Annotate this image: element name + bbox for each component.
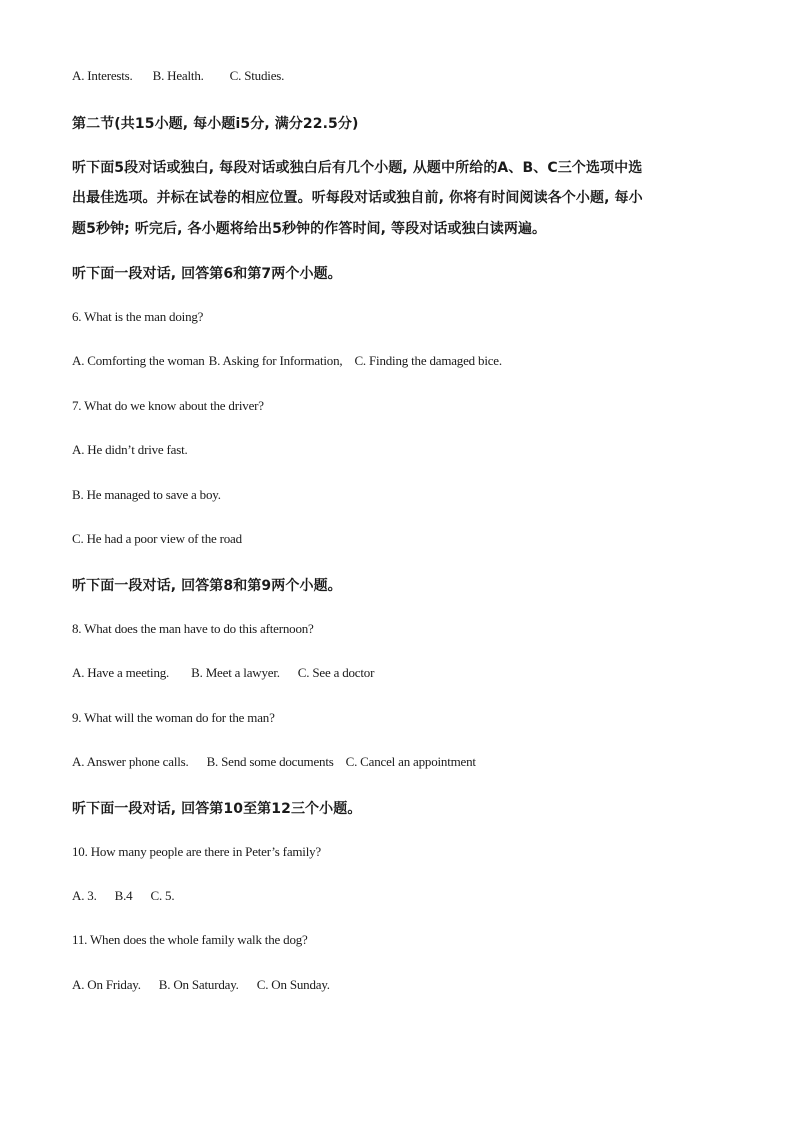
question-7-option-b: B. He managed to save a boy. — [72, 487, 221, 502]
option-a: A. Answer phone calls. — [72, 754, 189, 769]
option-b: B. Meet a lawyer. — [191, 665, 280, 680]
question-9-options — [72, 754, 732, 770]
question-10-options — [72, 888, 732, 904]
instructions-line-2: 出最佳选项。并标在试卷的相应位置。听每段对话或独自前, 你将有时间阅读各个小题, 每小 — [72, 190, 643, 206]
group-heading: 听下面一段对话, 回答第10至第12三个小题。 — [72, 801, 362, 817]
section-header: 第二节(共15小题, 每小题i5分, 满分22.5分) — [72, 116, 359, 132]
option-a: A. Interests. — [72, 68, 133, 83]
instructions-line-1: 听下面5段对话或独白, 每段对话或独白后有几个小题, 从题中所给的A、B、C三个选项中选 — [72, 160, 643, 176]
option-a: A. On Friday. — [72, 977, 141, 992]
question-9: 9. What will the woman do for the man? — [72, 710, 275, 725]
option-c: C. See a doctor — [297, 665, 375, 680]
question-10: 10. How many people are there in Peter’s family? — [72, 844, 321, 859]
option-c: C. Cancel an appointment — [345, 754, 476, 769]
group-heading: 听下面一段对话, 回答第6和第7两个小题。 — [72, 266, 342, 282]
option-c: C. On Sunday. — [256, 977, 330, 992]
option-c: C. 5. — [150, 888, 175, 903]
option-c: C. Finding the damaged bice. — [354, 353, 502, 368]
question-7-option-c: C. He had a poor view of the road — [72, 531, 242, 546]
question-11: 11. When does the whole family walk the dog? — [72, 932, 308, 947]
option-b: B. Send some documents — [206, 754, 334, 769]
option-c: C. Studies. — [229, 68, 285, 83]
option-b: B.4 — [114, 888, 133, 903]
option-b: B. On Saturday. — [158, 977, 239, 992]
option-b: B. Asking for Information, — [208, 353, 343, 368]
question-6-options — [72, 353, 732, 369]
option-b: B. Health. — [152, 68, 204, 83]
option-a: A. 3. — [72, 888, 97, 903]
previous-question-options — [72, 68, 732, 84]
question-6: 6. What is the man doing? — [72, 309, 204, 324]
instructions-line-3: 题5秒钟; 听完后, 各小题将给出5秒钟的作答时间, 等段对话或独白读两遍。 — [72, 221, 547, 237]
question-7: 7. What do we know about the driver? — [72, 398, 264, 413]
option-a: A. Comforting the woman — [72, 353, 205, 368]
option-a: A. Have a meeting. — [72, 665, 170, 680]
group-heading: 听下面一段对话, 回答第8和第9两个小题。 — [72, 578, 342, 594]
question-8-options — [72, 665, 732, 681]
question-11-options — [72, 977, 732, 993]
question-8: 8. What does the man have to do this afternoon? — [72, 621, 314, 636]
question-7-option-a: A. He didn’t drive fast. — [72, 442, 188, 457]
